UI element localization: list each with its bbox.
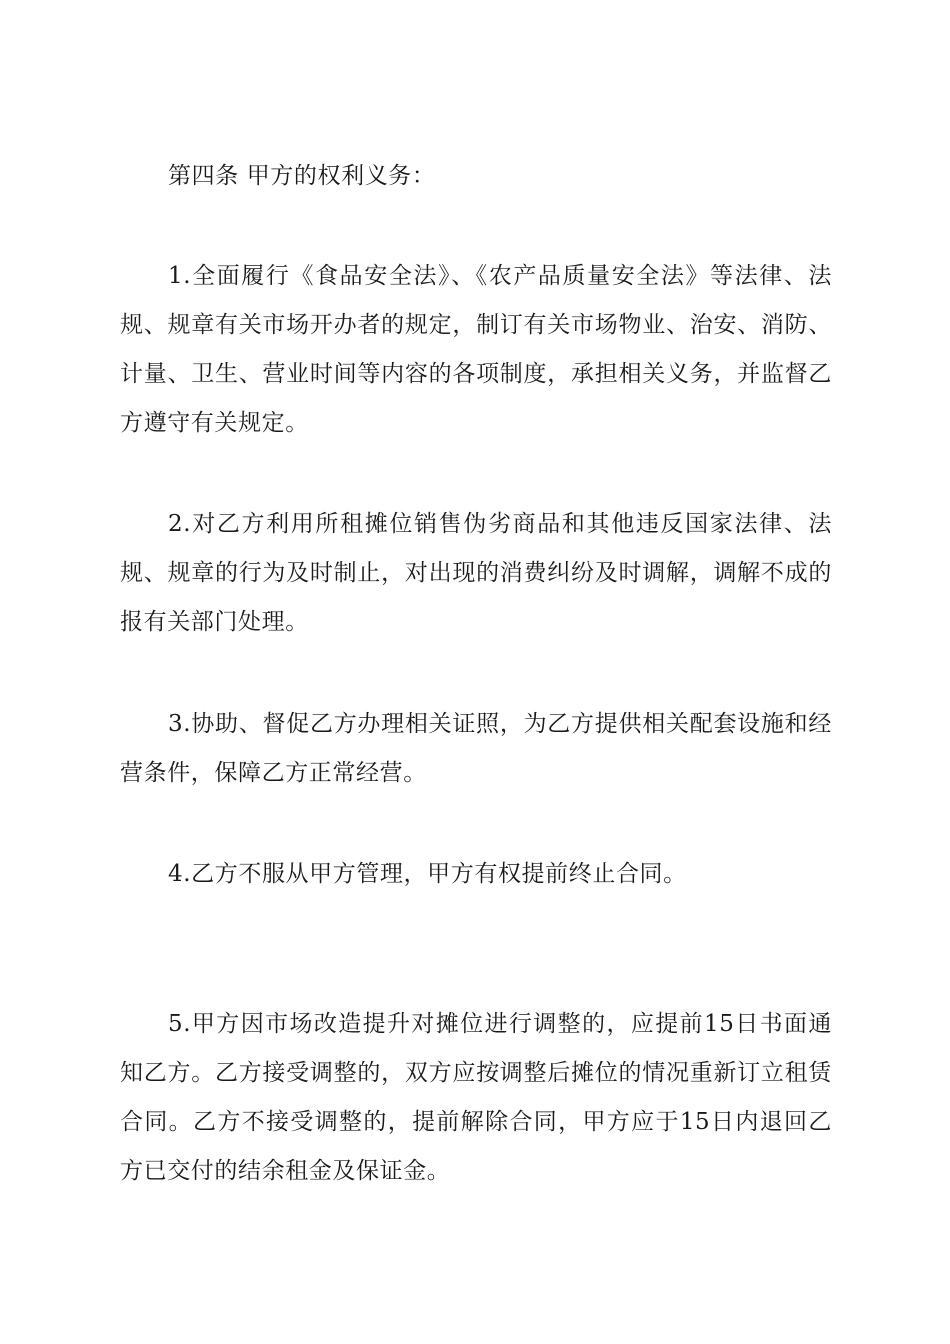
- paragraph-2: 2.对乙方利用所租摊位销售伪劣商品和其他违反国家法律、法规、规章的行为及时制止，对出现的消费纠纷及时调解，调解不成的报有关部门处理。: [120, 511, 832, 635]
- paragraph-4: 4.乙方不服从甲方管理，甲方有权提前终止合同。: [168, 861, 687, 887]
- paragraph-5: 5.甲方因市场改造提升对摊位进行调整的，应提前15日书面通知乙方。乙方接受调整的，双方应按调整后摊位的情况重新订立租赁合同。乙方不接受调整的，提前解除合同，甲方应于15日内退回乙方已交付的结余租金及保证金。: [120, 1011, 832, 1184]
- section-heading: 第四条 甲方的权利义务：: [168, 163, 436, 189]
- paragraph-3: 3.协助、督促乙方办理相关证照，为乙方提供相关配套设施和经营条件，保障乙方正常经营。: [120, 711, 832, 786]
- paragraph-1: 1.全面履行《食品安全法》、《农产品质量安全法》等法律、法规、规章有关市场开办者的规定，制订有关市场物业、治安、消防、计量、卫生、营业时间等内容的各项制度，承担相关义务，并监督乙方遵守有关规定。: [120, 263, 832, 436]
